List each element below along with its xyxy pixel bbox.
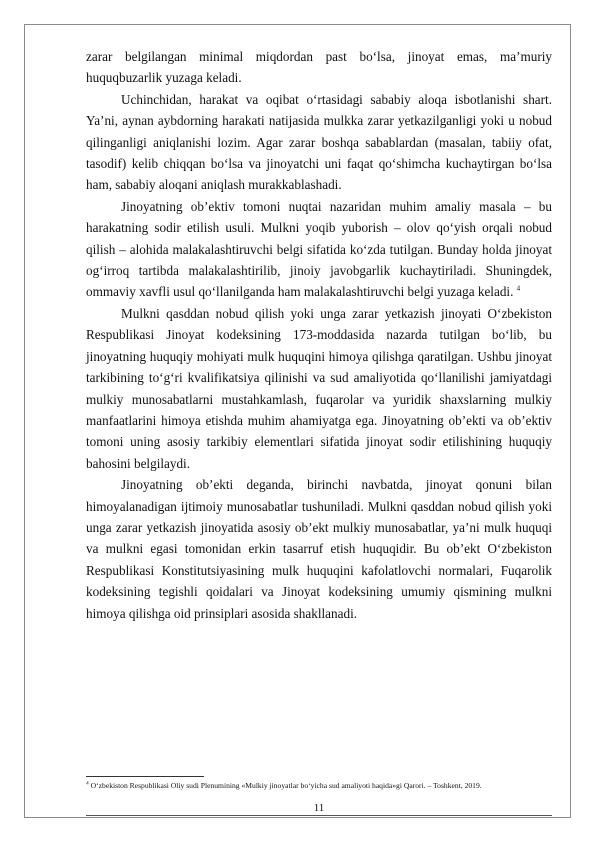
footnote-reference[interactable]: 4 [516,285,521,294]
paragraph-4: Mulkni qasddan nobud qilish yoki unga zarar yetkazish jinoyati O‘zbekiston Respublikasi Jinoyat kodeksining 173-moddasida nazarda tutilgan bo‘lib, bu jinoyatning huquqiy mohiyati mulk huquqini himoya qilishga qaratilgan. Ushbu jinoyat tarkibining to‘g‘ri kvalifikatsiya qilinishi va sud amaliyotida qo‘llanilishi jamiyatdagi mulkiy munosabatlarni mustahkamlash, fuqarolar va yuridik shaxslarning mulkiy manfaatlarini himoya etishda muhim ahamiyatga ega. Jinoyatning ob’ekti va ob’ektiv tomoni uning asosiy tarkibiy elementlari sifatida jinoyat sodir etilishining huquqiy bahosini belgilaydi. [86,305,552,471]
page-body [86,46,552,624]
footnote-number: 4 [86,780,89,787]
page-number: 11 [313,802,325,814]
footnote [86,781,552,791]
paragraph-2: Uchinchidan, harakat va oqibat o‘rtasidagi sababiy aloqa isbotlanishi shart. Ya’ni, aynan aybdorning harakati natijasida mulkka zarar yetkazilganligi yoki u nobud qilinganligi aniqlanishi lozim. Agar zarar boshqa sabablardan (masalan, tabiiy ofat, tasodif) kelib chiqqan bo‘lsa va jinoyatchi uni faqat qo‘shimcha kuchaytirgan bo‘lsa ham, sababiy aloqani aniqlash murakkablashadi. [86,91,552,193]
footnote-separator [86,776,204,777]
paragraph-5: Jinoyatning ob’ekti deganda, birinchi navbatda, jinoyat qonuni bilan himoyalanadigan ijtimoiy munosabatlar tushuniladi. Mulkni qasddan nobud qilish yoki unga zarar yetkazish jinoyatida asosiy ob’ekt mulkiy munosabatlar, ya’ni mulk huquqi va mulkni egasi tomonidan erkin tasarruf etish huquqidir. Bu ob’ekt O‘zbekiston Respublikasi Konstitutsiyasining mulk huquqini kafolatlovchi normalari, Fuqarolik kodeksining tegishli qoidalari va Jinoyat kodeksining umumiy qismining mulkni himoya qilishga oid prinsiplari asosida shakllanadi. [86,477,552,621]
paragraph-1: zarar belgilangan minimal miqdordan past bo‘lsa, jinoyat emas, ma’muriy huquqbuzarlik yuzaga keladi. [86,49,552,86]
paragraph-3 [86,196,552,303]
bottom-divider [86,815,552,816]
footnote-text: O‘zbekiston Respublikasi Oliy sudi Plenumining «Mulkiy jinoyatlar bo‘yicha sud amaliyoti haqida»gi Qarori. – Toshkent, 2019. [90,781,482,790]
paragraph-3-text: Jinoyatning ob’ektiv tomoni nuqtai nazaridan muhim amaliy masala – bu harakatning sodir etilish usuli. Mulkni yoqib yuborish – olov qo‘yish orqali nobud qilish – alohida malakalashtiruvchi belgi sifatida ko‘zda tutilgan. Bunday holda jinoyat og‘irroq tartibda malakalashtirilib, jinoiy javobgarlik kuchaytiriladi. Shuningdek, ommaviy xavfli usul qo‘llanilganda ham malakalashtiruvchi belgi yuzaga keladi. [86,198,552,300]
